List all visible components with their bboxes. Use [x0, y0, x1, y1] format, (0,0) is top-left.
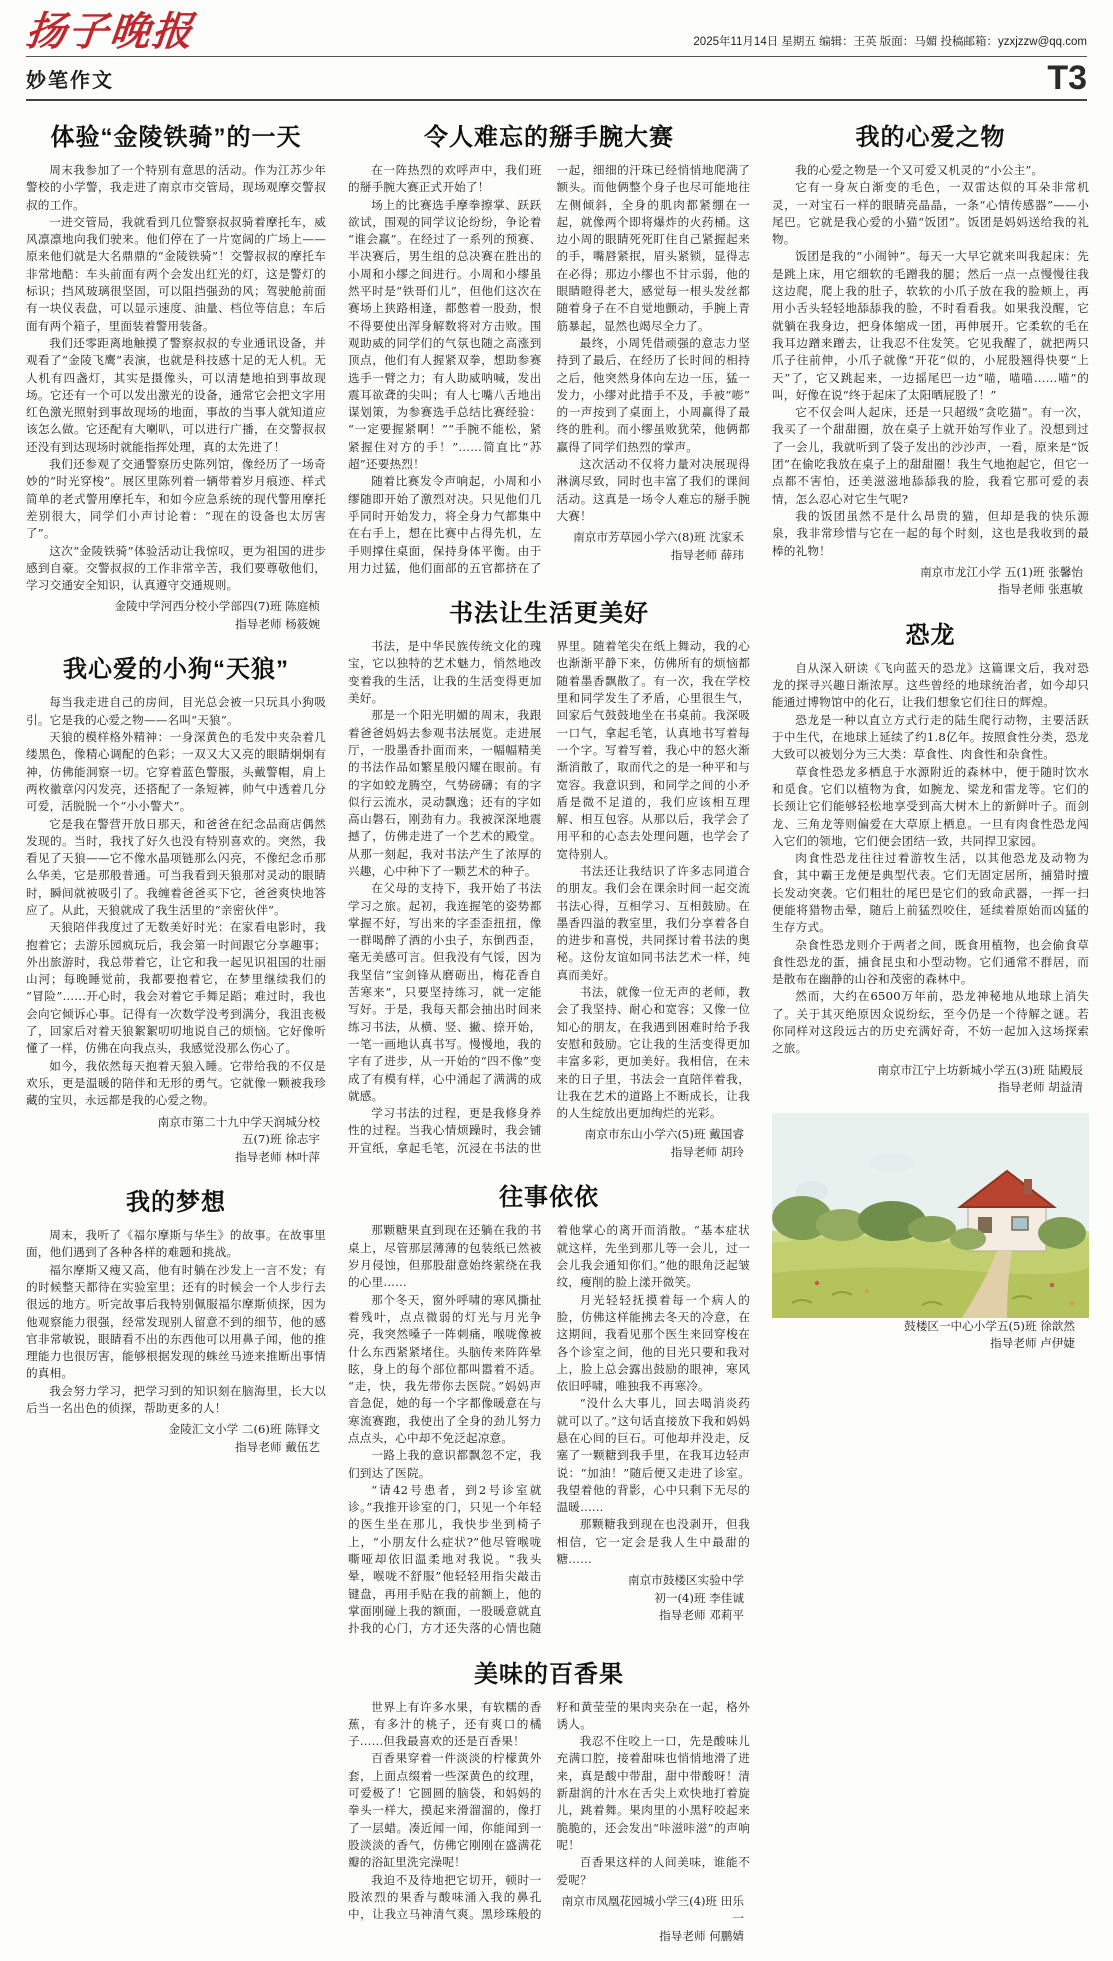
section-title: 妙笔作文 — [26, 69, 114, 92]
article-paragraph: 它不仅会叫人起床，还是一只超级“贪吃猫”。有一次，我买了一个甜甜圈，放在桌子上就开始写作业了。没想到过了一会儿，我就听到了袋子发出的沙沙声，一看，原来是“饭团”在偷吃我放在桌子上的甜甜圈！我生气地抱起它，但它一点都不害怕，还美滋滋地舔舔我的脸，我看它那可爱的表情，怎么忍心对它生气呢? — [772, 405, 1089, 506]
article-body — [348, 1222, 750, 1637]
article-body — [348, 162, 750, 577]
article-signature — [772, 564, 1089, 599]
article-signature — [26, 1114, 326, 1167]
article-paragraph: 每当我走进自己的房间，目光总会被一只玩具小狗吸引。它是我的心爱之物——名叫“天狼”。 — [26, 695, 326, 727]
column-left — [26, 111, 326, 1961]
article-title: 令人难忘的掰手腕大赛 — [424, 124, 674, 151]
article — [26, 117, 326, 633]
signature-line: 南京市江宁上坊新城小学五(3)班 陆殿辰 — [877, 1062, 1083, 1077]
header — [23, 8, 1087, 55]
article — [348, 1654, 750, 1946]
article-paragraph: 如今，我依然每天抱着天狼入睡。它带给我的不仅是欢乐，更是温暖的陪伴和无形的勇气。它就像一颗被我珍藏的宝贝，永远都是我的心爱之物。 — [26, 1058, 326, 1108]
article-paragraph: 天狼的模样格外精神：一身深黄色的毛发中夹杂着几缕黑色，像精心调配的色彩；一双又大又亮的眼睛炯炯有神，仿佛能洞察一切。它穿着蓝色警服，头戴警帽，肩上两枚徽章闪闪发亮，还搭配了一条短裤，帅气中透着几分可爱，活脱脱一个“小小警犬”。 — [26, 730, 326, 814]
article-paragraph: 场上的比赛选手摩拳擦掌、跃跃欲试，围观的同学议论纷纷，争论着“谁会赢”。在经过了一系列的预赛、半决赛后，男生组的总决赛在胜出的小周和小缪之间进行。小周和小缪虽然平时是“铁哥们儿”，但他们这次在赛场上狭路相逢，都憋着一股劲，恨不得要使出浑身解数将对方击败。围观助威的同学们的气氛也随之高涨到顶点，他们有人握紧双拳，想助参赛选手一臂之力；有人助威呐喊，发出震耳欲聋的尖叫；有人七嘴八舌地出谋划策，为参赛选手总结比赛经验：“一定要握紧啊！”“手腕不能松，紧紧握住对方的手！”……简直比“苏超”还要热烈！ — [348, 197, 542, 472]
article-signature — [26, 1421, 326, 1456]
header-rule-thick — [26, 99, 1087, 101]
article — [772, 615, 1089, 1097]
article-paragraph: 在父母的支持下，我开始了书法学习之旅。起初，我连握笔的姿势都掌握不好，写出来的字歪歪扭扭，像一群喝醉了酒的小虫子，东倒西歪，毫无美感可言。但我没有气馁，因为我坚信“宝剑锋从磨砺出，梅花香自苦寒来”，只要坚持练习，就一定能写好。于是，我每天都会抽出时间来练习书法，从横、竖、撇、捺开始，一笔一画地认真书写。慢慢地，我的字有了进步，从一开始的“四不像”变成了有模有样，心中涌起了满满的成就感。 — [348, 881, 542, 1103]
article-title: 书法让生活更美好 — [449, 600, 649, 628]
article-paragraph: 我们还参观了交通警察历史陈列馆，像经历了一场奇妙的“时光穿梭”。展区里陈列着一辆带着岁月痕迹、样式简单的老式警用摩托车，和如今应急系统的现代警用摩托差别很大，同学们小声讨论着：“现在的设备也太厉害了”。 — [26, 457, 326, 541]
article-paragraph: 世界上有许多水果，有软糯的香蕉，有多汁的桃子，还有爽口的橘子……但我最喜欢的还是百香果！ — [348, 1699, 542, 1749]
article — [26, 649, 326, 1166]
signature-line: 指导老师 张惠敏 — [998, 582, 1083, 597]
article-paragraph: 我迫不及待地把它切开，顿时一股浓烈的果香与酸味涌入我的鼻孔中，让我立马神清气爽。黑珍珠般的籽和黄莹莹的果肉夹杂在一起，格外诱人。 — [348, 1699, 750, 1922]
article-paragraph: 福尔摩斯又瘦又高，他有时躺在沙发上一言不发；有的时候整天都待在实验室里；还有的时候会一个人步行去很远的地方。听完故事后我特别佩服福尔摩斯侦探，因为他观察能力很强，经常发现别人留意不到的细节，他的感官非常敏锐，眼睛看不出的东西他可以用鼻子闻，他的推理能力也很厉害，能够根据发现的蛛丝马迹来推断出事情的真相。 — [26, 1262, 326, 1381]
article-paragraph: 周末我参加了一个特别有意思的活动。作为江苏少年警校的小学警，我走进了南京市交管局，现场观摩交警叔叔的工作。 — [26, 163, 326, 212]
article-paragraph: 那个冬天，窗外呼啸的寒风撕扯着残叶，点点微弱的灯光与月光争亮，我突然嗓子一阵刺痛，喉咙像被什么东西紧紧堵住。头脑传来阵阵晕眩，身上的每个部位都叫嚣着不适。“走，快，我先带你去医院。”妈妈声音急促，她的每一个字都像暖意在与寒流赛跑，我使出了全身的劲儿努力点点头，心中却不免泛起凉意。 — [348, 1292, 542, 1445]
dateline: 2025年11月14日 星期五 编辑：王英 版面：马媚 投稿邮箱：yzxjzzw@qq.com — [693, 36, 1087, 48]
article-paragraph: 自从深入研读《飞向蓝天的恐龙》这篇课文后，我对恐龙的探寻兴趣日渐浓厚。这些曾经的地球统治者，如今却只能通过博物馆中的化石，让我们想象它们往日的辉煌。 — [772, 660, 1089, 710]
article-body — [348, 1699, 750, 1946]
article-paragraph: 肉食性恐龙往往过着游牧生活，以其他恐龙及动物为食，其中霸王龙便是典型代表。它们无固定居所，捕猎时擅长发动突袭。它们粗壮的尾巴是它们的致命武器，一挥一扫便能将猎物击晕，随后上前猛烈咬住，延续着原始而凶猛的生存方式。 — [772, 851, 1089, 935]
article-paragraph: 杂食性恐龙则介于两者之间，既食用植物，也会偷食草食性恐龙的蛋，捕食昆虫和小型动物。它们通常不群居，而是散布在幽静的山谷和茂密的森林中。 — [772, 937, 1089, 987]
article-title: 体验“金陵铁骑”的一天 — [50, 124, 302, 151]
article — [348, 117, 750, 577]
article-paragraph: 我们还零距离地触摸了警察叔叔的专业通讯设备，并观看了“金陵飞鹰”表演，也就是科技感十足的无人机。无人机有四盏灯，其实是摄像头，可以清楚地拍到事故现场。它还有一个可以发出激光的设备，通常它会把文字用红色激光照射到事故现场的地面，事故的当事人就知道应该怎么做。它还配有大喇叭，可以进行广播，在交警叔叔还没有到达现场时就能指挥处理，真的太先进了！ — [26, 335, 326, 454]
article-paragraph: 学习书法的过程，更是我修身养性的过程。当我心情烦躁时，我会铺开宣纸，拿起毛笔，沉浸在书法的世界里。随着笔尖在纸上舞动，我的心也渐渐平静下来，仿佛所有的烦恼都随着墨香飘散了。有一次，我在学校里和同学发生了矛盾，心里很生气，回家后气鼓鼓地坐在书桌前。我深吸一口气，拿起毛笔，认真地书写着每一个字。写着写着，我心中的怒火渐渐消散了，取而代之的是一种平和与宽容。我意识到，和同学之间的小矛盾是微不足道的，我们应该相互理解、相互包容。从那以后，我学会了用平和的心态去处理问题，也学会了宽待别人。 — [348, 639, 750, 1155]
article-title: 我心爱的小狗“天狼” — [63, 656, 289, 684]
article-paragraph: 这次活动不仅将力量对决展现得淋漓尽致，同时也丰富了我们的课间活动。这真是一场令人难忘的掰手腕大赛！ — [556, 457, 750, 523]
article-paragraph: 月光轻轻抚摸着每一个病人的脸，仿佛这样能拂去冬天的冷意，在这期间，我看见那个医生来回穿梭在各个诊室之间，他的目光只要和我对上，脸上总会露出鼓励的眼神，寒风依旧呼啸，唯独我不再寒冷。 — [556, 1292, 750, 1394]
article-paragraph: 周末，我听了《福尔摩斯与华生》的故事。在故事里面，他们遇到了各种各样的难题和挑战。 — [26, 1228, 326, 1260]
content-columns — [26, 111, 1087, 1961]
article-paragraph: 我的心爱之物是一个又可爱又机灵的“小公主”。 — [795, 163, 1044, 177]
column-right — [772, 111, 1089, 1961]
masthead-logo: 扬子晚报 — [23, 8, 197, 55]
section-bar — [26, 57, 1087, 99]
signature-line: 南京市芳草园小学六(8)班 沈家禾 — [573, 530, 744, 545]
signature-line: 初一(4)班 李佳诚 — [654, 1590, 744, 1605]
article — [26, 1182, 326, 1456]
article — [348, 593, 750, 1161]
article-paragraph: 一进交管局，我就看到几位警察叔叔骑着摩托车，威风凛凛地向我们驶来。他们停在了一片宽阔的广场上——原来他们就是大名鼎鼎的“金陵铁骑”！交警叔叔的摩托车非常地酷：车头前面有两个会发出红光的灯，这是警灯的标识；挡风玻璃很坚固，可以阻挡强劲的风；驾驶舱前面有一块仪表盘，可以显示速度、油量、档位等信息；车后面有两个箱子，里面装着警用装备。 — [26, 214, 326, 333]
signature-line: 金陵中学河西分校小学部四(7)班 陈庭桢 — [114, 599, 320, 614]
signature-line: 金陵汇文小学 二(6)班 陈铎文 — [168, 1422, 320, 1437]
article-paragraph: 随着比赛发令声响起，小周和小缪随即开始了激烈对决。只见他们几乎同时开始发力，将全身力气都集中在右手上，想在比赛中占得先机，左手则撑住桌面，保持身体平衡。由于用力过猛，他们面部的五官都挤在了一起，细细的汗珠已经悄悄地爬满了额头。而他俩整个身子也尽可能地往左侧倾斜，全身的肌肉都紧绷在一起，就像两个即将爆炸的火药桶。这边小周的眼睛死死盯住自己紧握起来的手，嘴唇紧抿，眉头紧锁，显得志在必得；那边小缪也不甘示弱，他的眼睛瞪得老大，感觉每一根头发丝都随着身子在不自觉地颤动，手腕上青筋暴起，显然也竭尽全力了。 — [348, 163, 750, 575]
article-paragraph: 它是我在警营开放日那天，和爸爸在纪念品商店偶然发现的。当时，我找了好久也没有特别喜欢的。突然，我看见了天狼——它不像水晶项链那么闪亮，不像纪念币那么华美，它是那般普通。可当我看到天狼那对灵动的眼睛时，瞬间就被吸引了。我缠着爸爸买下它，爸爸爽快地答应了。从此，天狼就成了我生活里的“亲密伙伴”。 — [26, 816, 326, 917]
article-paragraph: 我的饭团虽然不是什么昂贵的猫，但却是我的快乐源泉，我非常珍惜与它在一起的每个时刻，这也是我收到的最棒的礼物！ — [772, 508, 1089, 558]
article-body — [772, 162, 1089, 599]
article-title: 恐龙 — [905, 621, 956, 649]
article-body — [772, 660, 1089, 1097]
signature-line: 南京市凤凰花园城小学三(4)班 田乐一 — [561, 1893, 744, 1926]
article-paragraph: 在一阵热烈的欢呼声中，我们班的掰手腕大赛正式开始了！ — [348, 163, 542, 195]
article-paragraph: 最终，小周凭借顽强的意志力坚持到了最后，在经历了长时间的相持之后，他突然身体向左边一压，猛一发力，小缪对此措手不及，手被“嘭”的一声按到了桌面上，小周赢得了最终的胜利。而小缪虽败犹荣，他俩都赢得了同学们热烈的掌声。 — [556, 335, 750, 454]
signature-line: 指导老师 薛玮 — [670, 547, 744, 562]
column-middle — [348, 111, 750, 1961]
article-paragraph: 饭团是我的“小闹钟”。每天一大早它就来叫我起床：先是跳上床，用它细软的毛蹭我的腿；然后一点一点慢慢往我这边爬，爬上我的肚子，软软的小爪子放在我的脸颊上，再用小舌头轻轻地舔舔我的脸，不时看看我。如果我没醒，它就躺在我身边，把身体缩成一团，再伸展开。它柔软的毛在我耳边蹭来蹭去，让我忍不住发笑。它见我醒了，就把两只爪子往前伸，小爪子就像“开花”似的，小屁股翘得快要“上天”了，它又跳起来，一边摇尾巴一边“喵，喵喵……喵”的叫，好像在说“终于起床了太阳晒屁股了！” — [772, 249, 1089, 402]
article-signature — [557, 1893, 751, 1946]
signature-line: 指导老师 胡玲 — [670, 1144, 744, 1159]
column-right-articles — [772, 117, 1089, 1097]
article-title: 我的梦想 — [126, 1189, 226, 1217]
article-paragraph: 百香果这样的人间美味，谁能不爱呢？ — [556, 1855, 750, 1887]
article-paragraph: 书法，是中华民族传统文化的瑰宝，它以独特的艺术魅力，悄然地改变着我的生活，让我的生活变得更加美好。 — [348, 639, 542, 706]
article-body — [26, 162, 326, 633]
signature-line: 指导老师 杨筱婉 — [235, 616, 320, 631]
article-paragraph: 一路上我的意识都飘忽不定，我们到达了医院。 — [348, 1448, 542, 1480]
article-signature — [557, 529, 751, 564]
signature-line: 五(7)班 徐志宇 — [241, 1132, 320, 1147]
signature-line: 指导老师 胡益清 — [998, 1080, 1083, 1095]
article — [348, 1177, 750, 1637]
article-paragraph: 天狼陪伴我度过了无数美好时光：在家看电影时，我抱着它；去游乐园疯玩后，我会第一时间跟它分享趣事；外出旅游时，我总带着它，让它和我一起见识祖国的壮丽山河；每晚睡觉前，我都要抱着它，在梦里继续我们的“冒险”……开心时，我会对着它手舞足蹈；难过时，我也会向它倾诉心事。记得有一次数学没考到满分，我沮丧极了，回家后对着天狼絮絮叨叨地说自己的烦恼。它好像听懂了一样，仿佛在向我点头，我感觉没那么伤心了。 — [26, 920, 326, 1056]
article-signature — [26, 598, 326, 633]
article-signature — [772, 1062, 1089, 1097]
article-paragraph: 百香果穿着一件淡淡的柠檬黄外套，上面点缀着一些深黄色的纹理，可爱极了！它圆圆的脑袋，和妈妈的拳头一样大，摸起来滑溜溜的，像打了一层蜡。凑近闻一闻，你能闻到一股淡淡的香气，仿佛它刚刚在盛满花瓣的浴缸里洗完澡呢！ — [348, 1751, 542, 1870]
article-signature — [557, 1572, 751, 1625]
signature-line: 指导老师 林叶萍 — [235, 1149, 320, 1164]
page-number: T3 — [1047, 58, 1087, 97]
article-paragraph: 书法，就像一位无声的老师，教会了我坚持、耐心和宽容；又像一位知心的朋友，在我遇到困难时给予我安慰和鼓励。它让我的生活变得更加丰富多彩，更加美好。我相信，在未来的日子里，书法会一直陪伴着我，让我在艺术的道路上不断成长，让我的人生绽放出更加绚烂的光彩。 — [556, 985, 750, 1121]
painting-image — [772, 1113, 1089, 1318]
article-paragraph: “没什么大事儿，回去喝消炎药就可以了。”这句话直接放下我和妈妈悬在心间的巨石。可他却并没走，反塞了一颗糖到我手里，在我耳边轻声说：“加油！”随后便又走进了诊室。我望着他的背影，心中只剩下无尽的温暖…… — [556, 1396, 750, 1515]
article-paragraph: 那颗糖我到现在也没剥开，但我相信，它一定会是我人生中最甜的糖…… — [556, 1517, 750, 1567]
article-paragraph: 恐龙是一种以直立方式行走的陆生爬行动物，主要活跃于中生代，在地球上延续了约1.8亿年。按照食性分类，恐龙大致可以被划分为三大类：草食性、肉食性和杂食性。 — [772, 712, 1089, 762]
signature-line: 指导老师 邓莉平 — [659, 1608, 744, 1623]
article-title: 美味的百香果 — [474, 1660, 624, 1688]
article-paragraph: 这次“金陵铁骑”体验活动让我惊叹，更为祖国的进步感到自豪。交警叔叔的工作非常辛苦，我们要尊敬他们，学习交通安全知识，认真遵守交通规则。 — [26, 543, 326, 593]
article-paragraph: 我会努力学习，把学习到的知识刻在脑海里，长大以后当一名出色的侦探，帮助更多的人！ — [26, 1383, 326, 1416]
signature-line: 南京市鼓楼区实验中学 — [628, 1573, 744, 1588]
article-body — [348, 638, 750, 1161]
article-paragraph: 然而，大约在6500万年前，恐龙神秘地从地球上消失了。关于其灭绝原因众说纷纭，至今仍是一个待解之谜。若你同样对这段远古的历史充满好奇，不妨一起加入这场探索之旅。 — [772, 989, 1089, 1056]
article-body — [26, 694, 326, 1166]
signature-line: 南京市东山小学六(5)班 戴国睿 — [584, 1127, 744, 1142]
signature-line: 南京市第二十九中学天润城分校 — [157, 1114, 320, 1129]
article — [772, 117, 1089, 599]
article-body — [26, 1227, 326, 1456]
article-paragraph: 我忍不住咬上一口，先是酸味儿充满口腔，接着甜味也悄悄地滑了进来，真是酸中带甜，甜中带酸呀！清新甜润的汁水在舌尖上欢快地打着旋儿，跳着舞。果肉里的小黑籽咬起来脆脆的，还会发出“咔滋咔滋”的声响呢！ — [556, 1734, 750, 1852]
signature-line: 指导老师 何鹏婧 — [659, 1928, 744, 1943]
article-paragraph: 它有一身灰白渐变的毛色，一双雷达似的耳朵非常机灵，一对宝石一样的眼睛亮晶晶，一条“心情传感器”——小尾巴。它就是我心爱的小猫“饭团”。饭团是妈妈送给我的礼物。 — [772, 180, 1089, 247]
painting-caption-teacher: 指导老师 卢伊婕 — [990, 1336, 1075, 1351]
signature-line: 南京市龙江小学 五(1)班 张馨怡 — [920, 564, 1083, 579]
article-paragraph: 草食性恐龙多栖息于水源附近的森林中，便于随时饮水和觅食。它们以植物为食，如腕龙、梁龙和雷龙等。它们的长颈让它们能够轻松地享受到高大树木上的新鲜叶子。而剑龙、三角龙等则偏爱在大草原上栖息。一旦有肉食性恐龙闯入它们的领地，它们便会团结一致，共同捍卫家园。 — [772, 764, 1089, 848]
painting-caption — [772, 1318, 1089, 1353]
article-paragraph: “请42号患者，到2号诊室就诊。”我推开诊室的门，只见一个年轻的医生坐在那儿，我快步坐到椅子上，“小朋友什么症状?”他尽管喉咙嘶哑却依旧温柔地对我说。“我头晕，喉咙不舒服”他轻轻用指尖敲击键盘，再用手贴在我的前额上，他的掌面刚碰上我的额面，一股暖意就直扑我的心门，方才还失落的心情也随着他掌心的离开而消散。“基本症状就这样，先坐到那儿等一会儿，过一会儿我会通知你们。”他的眼角泛起皱纹，瘦削的脸上漾开微笑。 — [348, 1223, 750, 1636]
article-paragraph: 那颗糖果直到现在还躺在我的书桌上，尽管那层薄薄的包装纸已然被岁月侵蚀，但那股甜意始终萦绕在我的心里…… — [348, 1223, 542, 1290]
article-signature — [557, 1126, 751, 1161]
article-title: 往事依依 — [499, 1184, 599, 1212]
article-paragraph: 书法还让我结识了许多志同道合的朋友。我们会在课余时间一起交流书法心得，互相学习、互相鼓励。在墨香四溢的教室里，我们分享着各自的进步和喜悦，共同探讨着书法的奥秘。这份友谊如同书法艺术一样，纯真而美好。 — [556, 863, 750, 982]
painting-caption-author: 鼓楼区一中心小学五(5)班 徐歆然 — [904, 1318, 1075, 1333]
student-painting — [772, 1113, 1089, 1353]
signature-line: 指导老师 戴伍艺 — [235, 1439, 320, 1454]
article-title: 我的心爱之物 — [855, 124, 1006, 151]
article-paragraph: 那是一个阳光明媚的周末，我跟着爸爸妈妈去参观书法展览。走进展厅，一股墨香扑面而来，一幅幅精美的书法作品如繁星般闪耀在眼前。有的字如蛟龙腾空，气势磅礴；有的字似行云流水，灵动飘逸；还有的字如高山磐石，刚劲有力。我被深深地震撼了，仿佛走进了一个艺术的殿堂。从那一刻起，我对书法产生了浓厚的兴趣，心中种下了一颗艺术的种子。 — [348, 708, 542, 878]
